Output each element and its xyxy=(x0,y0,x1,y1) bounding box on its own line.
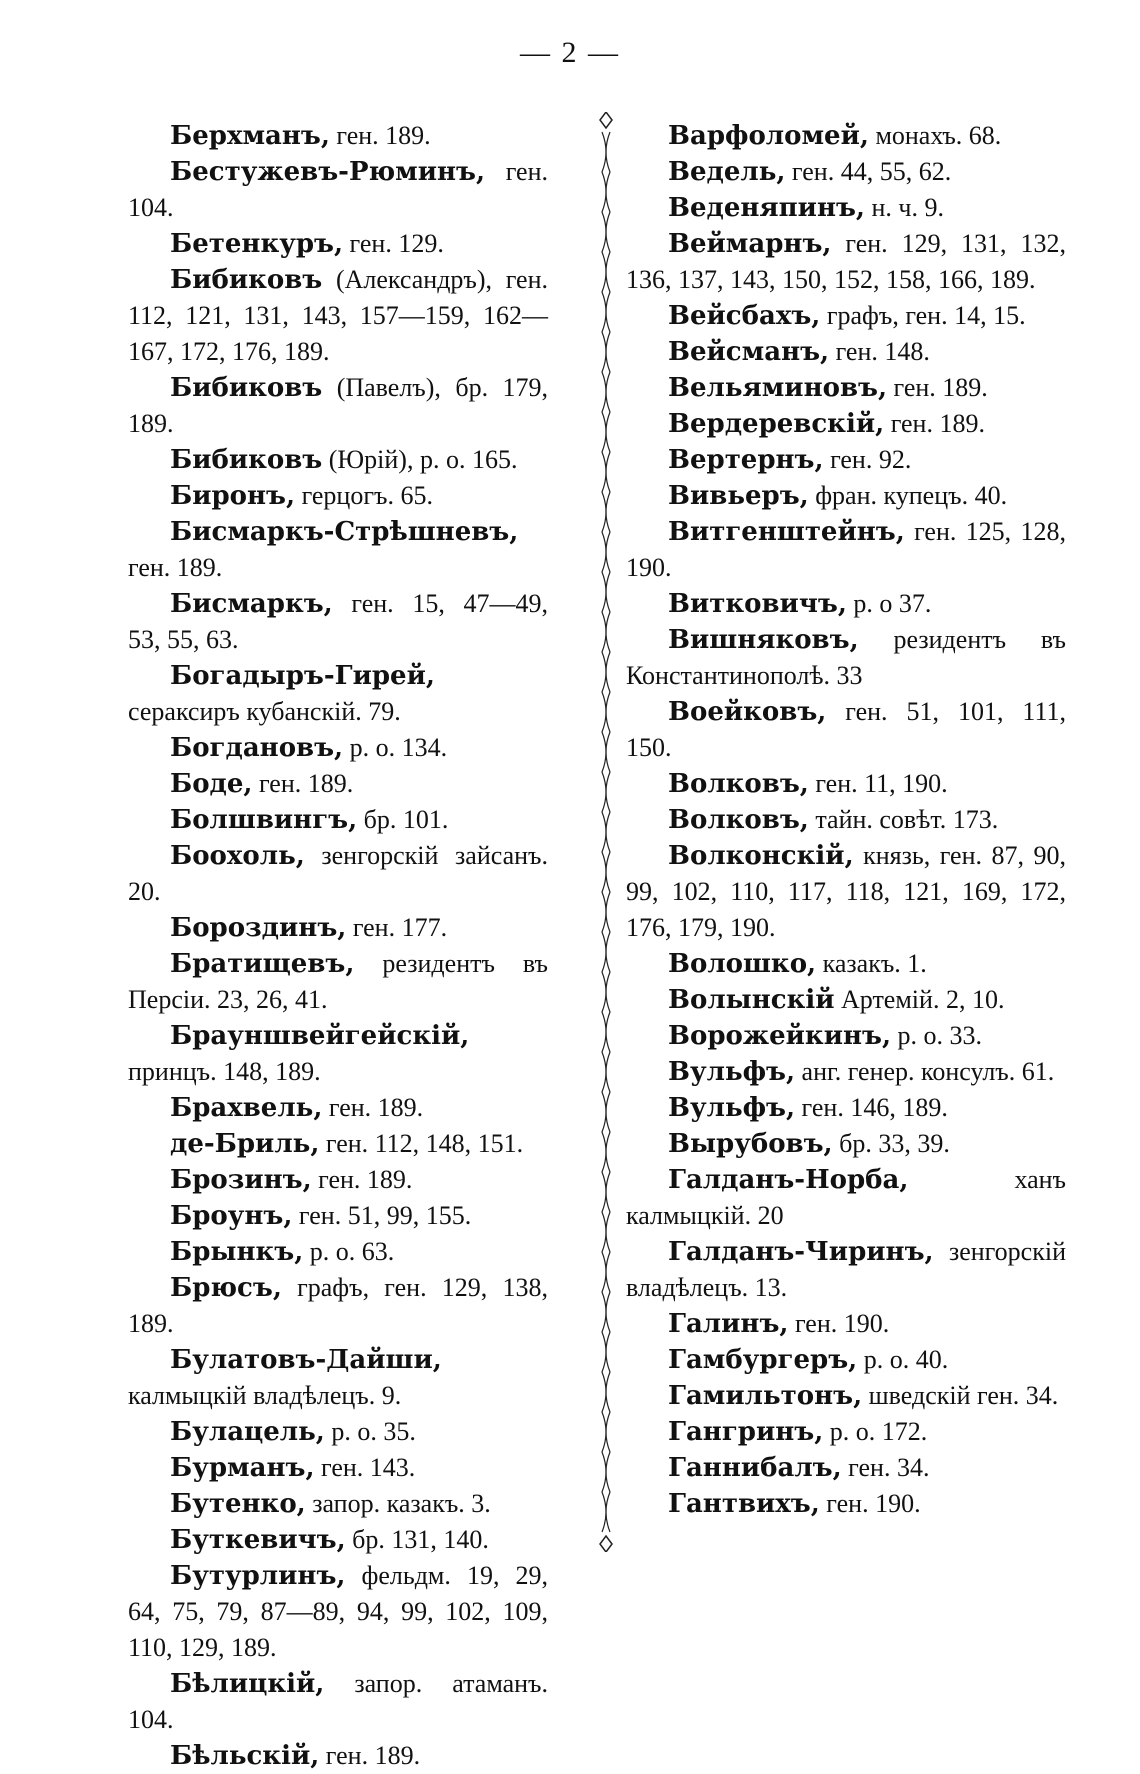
index-entry xyxy=(626,298,1066,334)
entry-details: калмыцкій владѣлецъ. 9. xyxy=(128,1381,402,1410)
entry-details: ген. 189. xyxy=(311,1165,413,1194)
entry-details: ген. 190. xyxy=(788,1309,890,1338)
entry-name: Вельяминовъ, xyxy=(668,373,888,403)
index-column-right xyxy=(626,118,1066,1522)
index-entry xyxy=(626,838,1066,946)
index-entry xyxy=(128,370,548,442)
entry-details: ген. 129, 131, 132, 136, 137, 143, 150, 152, 158, 166, 189. xyxy=(626,229,1066,294)
entry-name: Булацель, xyxy=(170,1417,325,1447)
entry-name: Гамбургеръ, xyxy=(668,1345,858,1375)
index-entry xyxy=(626,766,1066,802)
entry-name: Бетенкуръ, xyxy=(170,229,344,259)
entry-details: зенгорскій зайсанъ. 20. xyxy=(128,841,548,906)
entry-details: сераксиръ кубанскій. 79. xyxy=(128,697,401,726)
entry-name: Ведель, xyxy=(668,157,786,187)
index-entry xyxy=(128,730,548,766)
index-entry xyxy=(128,1666,548,1738)
index-entry xyxy=(128,1126,548,1162)
index-entry xyxy=(626,1018,1066,1054)
index-entry xyxy=(626,1126,1066,1162)
index-entry xyxy=(128,1738,548,1774)
index-entry xyxy=(626,406,1066,442)
entry-name: Биронъ, xyxy=(170,481,296,511)
entry-name: Брюсъ, xyxy=(170,1273,282,1303)
index-entry xyxy=(128,1558,548,1666)
index-entry xyxy=(626,1414,1066,1450)
index-entry xyxy=(626,1234,1066,1306)
entry-details: анг. генер. консулъ. 61. xyxy=(795,1057,1055,1086)
entry-name: де-Бриль, xyxy=(170,1129,320,1159)
entry-details: ген. 189. xyxy=(319,1741,421,1770)
entry-name: Волынскій xyxy=(668,985,835,1015)
index-entry xyxy=(128,910,548,946)
entry-name: Волошко, xyxy=(668,949,817,979)
entry-details: ген. 148. xyxy=(829,337,930,366)
entry-name: Берхманъ, xyxy=(170,121,330,151)
entry-name: Брынкъ, xyxy=(170,1237,304,1267)
entry-name: Витковичъ, xyxy=(668,589,847,619)
entry-name: Бурманъ, xyxy=(170,1453,315,1483)
index-entry xyxy=(626,1378,1066,1414)
index-entry xyxy=(128,1090,548,1126)
entry-name: Богдановъ, xyxy=(170,733,344,763)
entry-name: Волконскій, xyxy=(668,841,854,871)
entry-name: Ганнибалъ, xyxy=(668,1453,842,1483)
entry-details: ген. 189. xyxy=(884,409,985,438)
entry-details: р. о. 63. xyxy=(303,1237,395,1266)
entry-name: Гамильтонъ, xyxy=(668,1381,863,1411)
index-entry xyxy=(128,1234,548,1270)
entry-details: р. о. 40. xyxy=(857,1345,949,1374)
entry-name: Вишняковъ, xyxy=(668,625,859,655)
entry-details: р. о. 33. xyxy=(891,1021,983,1050)
entry-details: ген. 51, 99, 155. xyxy=(292,1201,472,1230)
index-entry xyxy=(626,1054,1066,1090)
entry-name: Боохоль, xyxy=(170,841,305,871)
entry-name: Броунъ, xyxy=(170,1201,293,1231)
entry-name: Веденяпинъ, xyxy=(668,193,865,223)
entry-name: Бороздинъ, xyxy=(170,913,347,943)
entry-details: ген. 143. xyxy=(314,1453,416,1482)
entry-details: принцъ. 148, 189. xyxy=(128,1057,321,1086)
entry-details: ген. 189. xyxy=(887,373,988,402)
entry-name: Гантвихъ, xyxy=(668,1489,820,1519)
entry-name: Боде, xyxy=(170,769,253,799)
entry-name: Галданъ-Норба, xyxy=(668,1165,909,1195)
entry-details: ген. 11, 190. xyxy=(808,769,948,798)
entry-details: н. ч. 9. xyxy=(864,193,944,222)
index-entry xyxy=(128,1414,548,1450)
entry-name: Бестужевъ-Рюминъ, xyxy=(170,157,486,187)
index-entry xyxy=(128,262,548,370)
index-entry xyxy=(128,1018,548,1090)
entry-details: ген. 92. xyxy=(823,445,912,474)
entry-details: р. о. 134. xyxy=(343,733,448,762)
entry-name: Ворожейкинъ, xyxy=(668,1021,892,1051)
entry-details: ген. 125, 128, 190. xyxy=(626,517,1066,582)
index-entry xyxy=(626,1486,1066,1522)
entry-name: Бибиковъ xyxy=(170,373,323,403)
index-entry xyxy=(626,442,1066,478)
entry-details: ген. 189. xyxy=(322,1093,424,1122)
entry-details: резидентъ въ Константинополѣ. 33 xyxy=(626,625,1066,690)
entry-details: резидентъ въ Персіи. 23, 26, 41. xyxy=(128,949,548,1014)
entry-details: герцогъ. 65. xyxy=(295,481,433,510)
entry-details: шведскій ген. 34. xyxy=(862,1381,1059,1410)
entry-details: ген. 190. xyxy=(819,1489,921,1518)
entry-name: Галинъ, xyxy=(668,1309,789,1339)
index-entry xyxy=(626,478,1066,514)
entry-details: ген. 15, 47—49, 53, 55, 63. xyxy=(128,589,548,654)
entry-details: ген. 51, 101, 111, 150. xyxy=(626,697,1066,762)
entry-name: Бибиковъ xyxy=(170,265,323,295)
index-entry xyxy=(626,190,1066,226)
index-entry xyxy=(128,442,548,478)
index-entry xyxy=(626,1090,1066,1126)
entry-name: Вейсманъ, xyxy=(668,337,830,367)
index-entry xyxy=(626,154,1066,190)
entry-name: Вердеревскій, xyxy=(668,409,885,439)
entry-name: Воейковъ, xyxy=(668,697,827,727)
entry-name: Брозинъ, xyxy=(170,1165,312,1195)
entry-name: Бибиковъ xyxy=(170,445,323,475)
entry-details: зенгорскій владѣлецъ. 13. xyxy=(626,1237,1066,1302)
entry-details: фельдм. 19, 29, 64, 75, 79, 87—89, 94, 99, 102, 109, 110, 129, 189. xyxy=(128,1561,548,1662)
index-entry xyxy=(626,622,1066,694)
index-entry xyxy=(626,586,1066,622)
index-entry xyxy=(128,514,548,586)
column-divider-ornament xyxy=(596,112,616,1552)
index-entry xyxy=(626,946,1066,982)
entry-details: бр. 131, 140. xyxy=(345,1525,489,1554)
index-entry xyxy=(626,514,1066,586)
entry-name: Вивьеръ, xyxy=(668,481,809,511)
entry-details: (Юрій), р. о. 165. xyxy=(322,445,518,474)
index-entry xyxy=(128,1486,548,1522)
entry-details: ген. 189. xyxy=(252,769,354,798)
entry-details: ген. 177. xyxy=(346,913,448,942)
index-entry xyxy=(626,1306,1066,1342)
entry-name: Галданъ-Чиринъ, xyxy=(668,1237,934,1267)
entry-details: монахъ. 68. xyxy=(868,121,1002,150)
index-entry xyxy=(128,1342,548,1414)
entry-details: графъ, ген. 129, 138, 189. xyxy=(128,1273,548,1338)
entry-details: ген. 34. xyxy=(841,1453,930,1482)
entry-name: Вырубовъ, xyxy=(668,1129,833,1159)
entry-name: Брауншвейгейскій, xyxy=(170,1021,470,1051)
entry-details: р. о. 35. xyxy=(324,1417,416,1446)
index-entry xyxy=(626,694,1066,766)
index-entry xyxy=(626,226,1066,298)
entry-details: ханъ калмыцкій. 20 xyxy=(626,1165,1066,1230)
index-entry xyxy=(128,658,548,730)
index-entry xyxy=(626,802,1066,838)
index-entry xyxy=(626,1162,1066,1234)
index-entry xyxy=(128,226,548,262)
entry-name: Вертернъ, xyxy=(668,445,824,475)
entry-details: р. о 37. xyxy=(846,589,932,618)
index-entry xyxy=(128,478,548,514)
entry-details: ген. 146, 189. xyxy=(795,1093,948,1122)
index-entry xyxy=(128,838,548,910)
page-number: — 2 — xyxy=(520,36,620,69)
entry-details: ген. 189. xyxy=(128,553,223,582)
entry-name: Богадыръ-Гирей, xyxy=(170,661,435,691)
entry-name: Булатовъ-Дайши, xyxy=(170,1345,442,1375)
entry-name: Братищевъ, xyxy=(170,949,355,979)
entry-name: Вульфъ, xyxy=(668,1057,796,1087)
entry-name: Бисмаркъ, xyxy=(170,589,333,619)
entry-name: Бисмаркъ-Стрѣшневъ, xyxy=(170,517,519,547)
index-entry xyxy=(128,118,548,154)
index-entry xyxy=(626,334,1066,370)
entry-details: бр. 101. xyxy=(357,805,449,834)
entry-details: ген. 44, 55, 62. xyxy=(785,157,952,186)
index-entry xyxy=(128,1162,548,1198)
index-entry xyxy=(128,802,548,838)
index-entry xyxy=(128,586,548,658)
index-entry xyxy=(128,1198,548,1234)
entry-name: Болшвингъ, xyxy=(170,805,358,835)
entry-name: Гангринъ, xyxy=(668,1417,824,1447)
entry-details: р. о. 172. xyxy=(823,1417,928,1446)
entry-name: Бѣлицкій, xyxy=(170,1669,325,1699)
index-entry xyxy=(128,1522,548,1558)
index-entry xyxy=(626,982,1066,1018)
index-entry xyxy=(128,1270,548,1342)
index-entry xyxy=(626,370,1066,406)
entry-name: Вейсбахъ, xyxy=(668,301,821,331)
entry-details: ген. 104. xyxy=(128,157,548,222)
entry-name: Вульфъ, xyxy=(668,1093,796,1123)
entry-details: ген. 189. xyxy=(329,121,431,150)
entry-name: Буткевичъ, xyxy=(170,1525,346,1555)
entry-name: Бутенко, xyxy=(170,1489,306,1519)
entry-details: фран. купецъ. 40. xyxy=(808,481,1008,510)
index-entry xyxy=(128,154,548,226)
index-entry xyxy=(626,118,1066,154)
entry-name: Веймарнъ, xyxy=(668,229,832,259)
index-entry xyxy=(128,766,548,802)
entry-details: казакъ. 1. xyxy=(816,949,927,978)
entry-details: ген. 129. xyxy=(343,229,444,258)
index-entry xyxy=(128,946,548,1018)
entry-name: Бутурлинъ, xyxy=(170,1561,346,1591)
index-entry xyxy=(128,1450,548,1486)
entry-details: (Александръ), ген. 112, 121, 131, 143, 157—159, 162—167, 172, 176, 189. xyxy=(128,265,548,366)
index-entry xyxy=(626,1450,1066,1486)
entry-details: Артемій. 2, 10. xyxy=(834,985,1005,1014)
index-entry xyxy=(626,1342,1066,1378)
entry-name: Брахвель, xyxy=(170,1093,323,1123)
entry-details: (Павелъ), бр. 179, 189. xyxy=(128,373,548,438)
entry-name: Бѣльскій, xyxy=(170,1741,320,1771)
entry-details: тайн. совѣт. 173. xyxy=(808,805,999,834)
index-column-left xyxy=(128,118,548,1774)
entry-details: бр. 33, 39. xyxy=(832,1129,950,1158)
entry-details: графъ, ген. 14, 15. xyxy=(820,301,1026,330)
entry-details: запор. атаманъ. 104. xyxy=(128,1669,548,1734)
entry-name: Волковъ, xyxy=(668,769,809,799)
entry-name: Волковъ, xyxy=(668,805,809,835)
entry-details: запор. казакъ. 3. xyxy=(305,1489,491,1518)
entry-details: князь, ген. 87, 90, 99, 102, 110, 117, 118, 121, 169, 172, 176, 179, 190. xyxy=(626,841,1066,942)
entry-name: Варфоломей, xyxy=(668,121,869,151)
entry-name: Витгенштейнъ, xyxy=(668,517,905,547)
entry-details: ген. 112, 148, 151. xyxy=(319,1129,524,1158)
